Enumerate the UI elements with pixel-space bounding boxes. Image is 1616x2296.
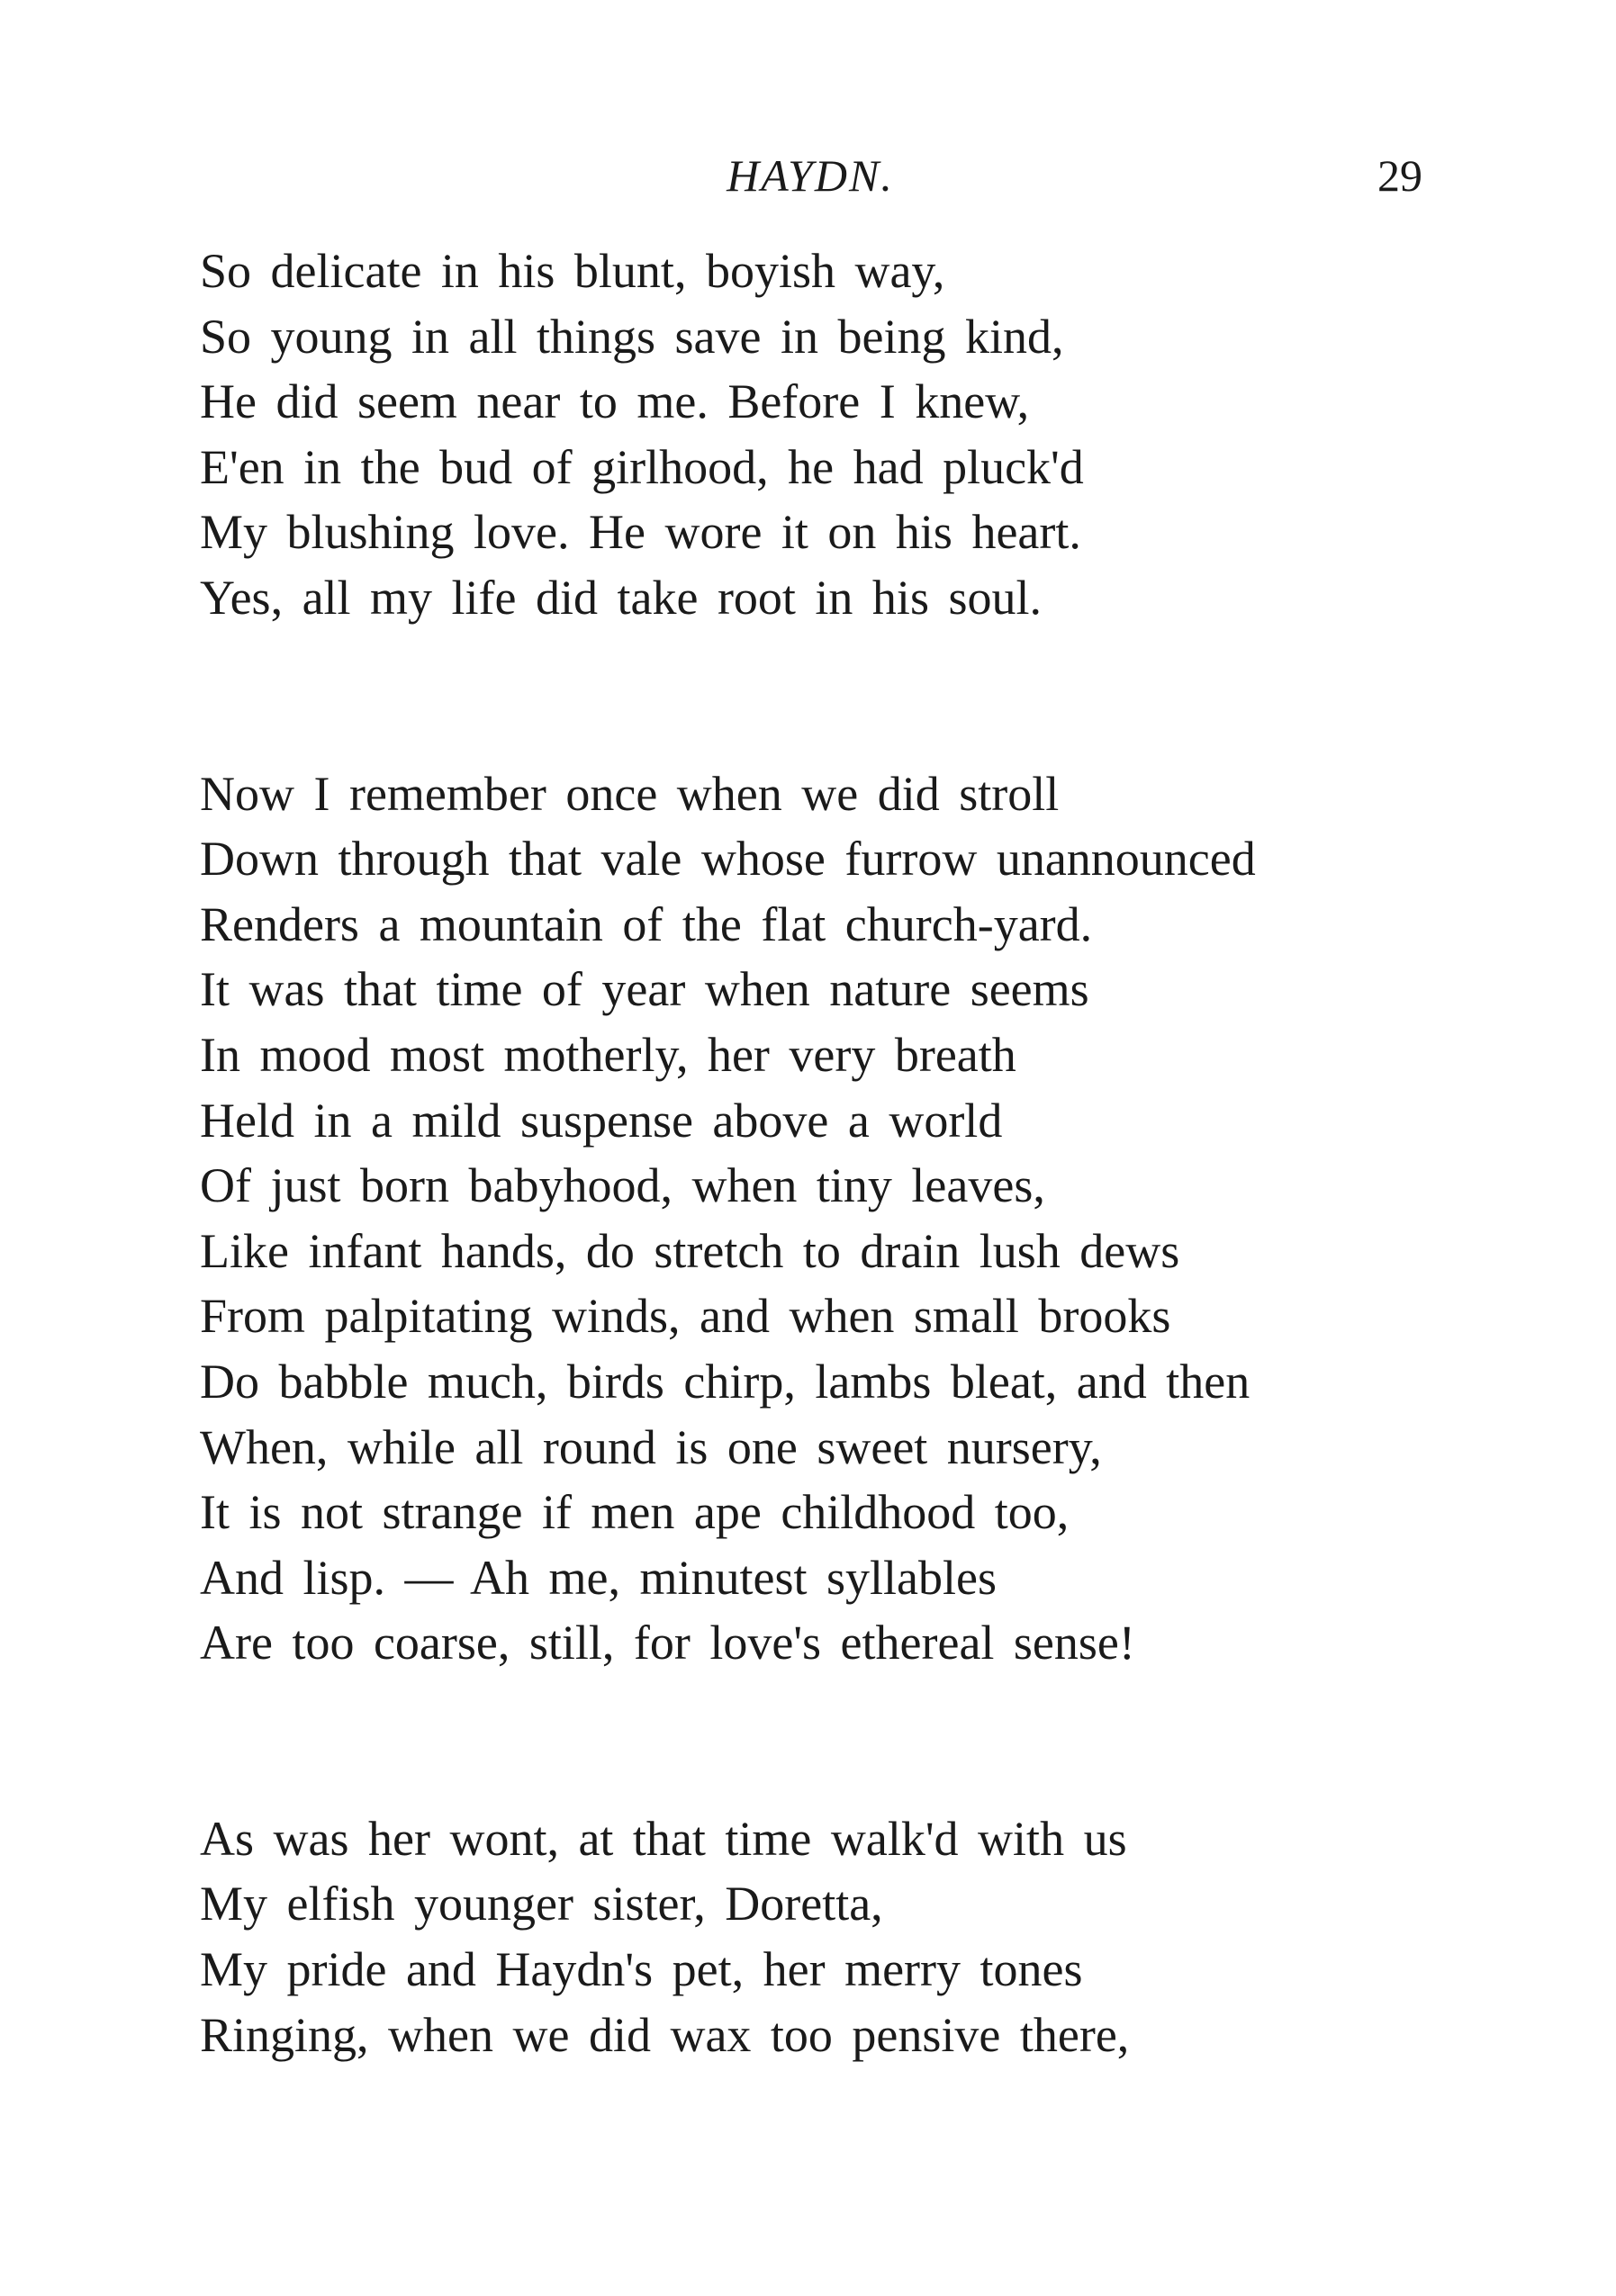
running-head xyxy=(198,144,1422,207)
poem-line: Of just born babyhood, when tiny leaves, xyxy=(200,1158,1045,1213)
stanza-1 xyxy=(200,239,1424,631)
poem-line: Are too coarse, still, for love's ethereal sense! xyxy=(200,1616,1135,1670)
poem-line: It was that time of year when nature seems xyxy=(200,962,1089,1017)
poem-line: And lisp. — Ah me, minutest syllables xyxy=(200,1550,997,1605)
poem-line: Yes, all my life did take root in his soul. xyxy=(200,570,1042,625)
poem-line: So young in all things save in being kind, xyxy=(200,309,1064,364)
poem-line: Renders a mountain of the flat church-yard. xyxy=(200,896,1093,951)
poem-line: In mood most motherly, her very breath xyxy=(200,1027,1016,1082)
poem-line: My elfish younger sister, Doretta, xyxy=(200,1877,883,1931)
stanza-3 xyxy=(200,1806,1424,2067)
poem-line: My pride and Haydn's pet, her merry tones xyxy=(200,1942,1083,1997)
poem-line: From palpitating winds, and when small brooks xyxy=(200,1289,1171,1344)
poem-line: Do babble much, birds chirp, lambs bleat, and then xyxy=(200,1354,1250,1409)
running-title: HAYDN. xyxy=(727,150,894,201)
poem-line: Like infant hands, do stretch to drain lush dews xyxy=(200,1223,1180,1278)
poem-line: He did seem near to me. Before I knew, xyxy=(200,374,1030,429)
page-number: 29 xyxy=(1377,150,1422,201)
poem-line: So delicate in his blunt, boyish way, xyxy=(200,244,945,298)
poem-line: When, while all round is one sweet nursery, xyxy=(200,1419,1102,1474)
poem-line: Held in a mild suspense above a world xyxy=(200,1093,1003,1148)
stanza-2 xyxy=(200,761,1424,1676)
poem-line: Down through that vale whose furrow unannounced xyxy=(200,832,1256,887)
poem-body xyxy=(200,239,1424,2067)
poem-line: As was her wont, at that time walk'd with us xyxy=(200,1811,1127,1866)
poem-line: E'en in the bud of girlhood, he had pluck'd xyxy=(200,439,1084,494)
poem-line: Ringing, when we did wax too pensive there, xyxy=(200,2007,1130,2062)
poem-line: My blushing love. He wore it on his heart. xyxy=(200,505,1081,560)
poem-line: Now I remember once when we did stroll xyxy=(200,766,1060,821)
poem-line: It is not strange if men ape childhood too, xyxy=(200,1485,1070,1540)
